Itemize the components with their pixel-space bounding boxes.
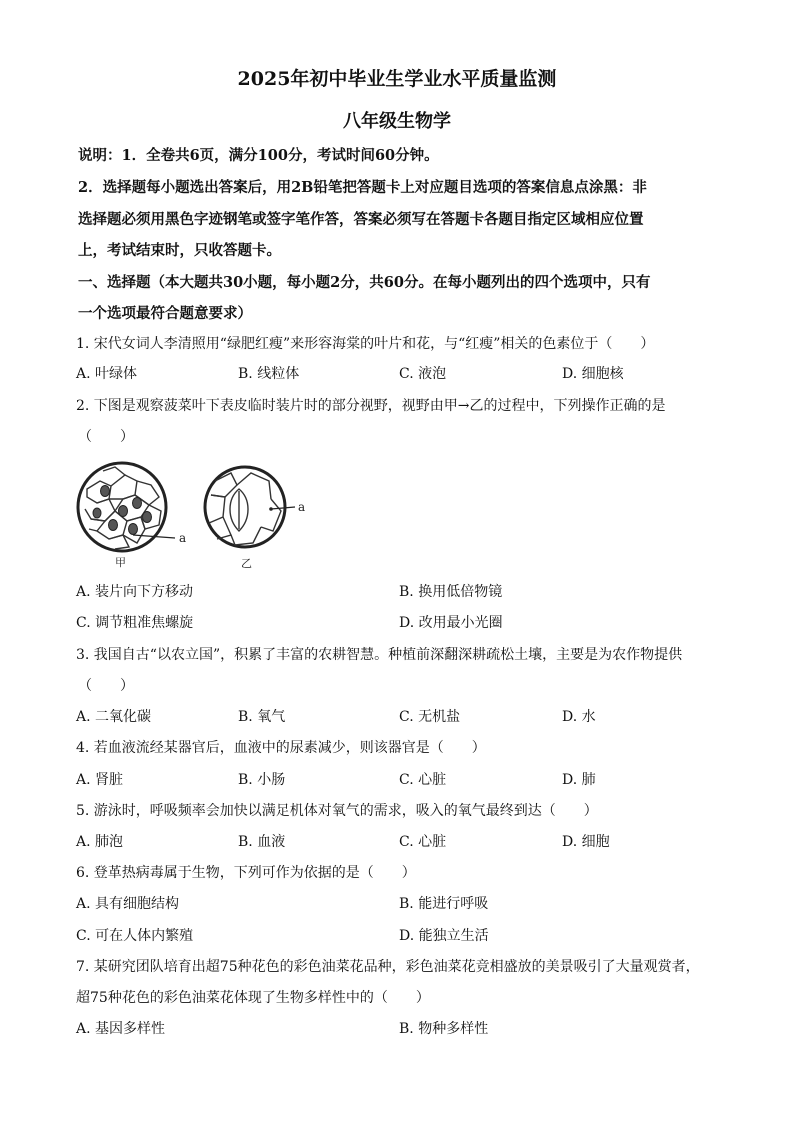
- question-4-option-b[interactable]: B. 小肠: [238, 772, 286, 788]
- question-2-option-a[interactable]: A. 装片向下方移动: [76, 584, 194, 600]
- question-3-stem-line-1: 3. 我国自古“以农立国”，积累了丰富的农耕智慧。种植前深翻深耕疏松土壤，主要是为农作物提供: [76, 647, 683, 663]
- question-7-stem-line-2: 超75种花色的彩色油菜花体现了生物多样性中的（ ）: [76, 990, 430, 1006]
- question-4-option-c[interactable]: C. 心脏: [399, 772, 447, 788]
- question-7-option-a[interactable]: A. 基因多样性: [76, 1021, 166, 1037]
- pointer-label-a-left: a: [179, 531, 187, 545]
- question-5-option-a[interactable]: A. 肺泡: [76, 834, 124, 850]
- question-2-stem-line-2: （ ）: [78, 429, 134, 445]
- question-1-stem: 1. 宋代女词人李清照用“绿肥红瘦”来形容海棠的叶片和花，与“红瘦”相关的色素位于（ ）: [76, 336, 655, 352]
- question-7-stem-line-1: 7. 某研究团队培育出超75种花色的彩色油菜花品种，彩色油菜花竞相盛放的美景吸引了大量观赏者，: [76, 959, 700, 975]
- instruction-line-3: 选择题必须用黑色字迹钢笔或签字笔作答，答案必须写在答题卡各题目指定区域相应位置: [78, 211, 644, 228]
- exam-subtitle: 八年级生物学: [343, 111, 451, 132]
- question-5-stem: 5. 游泳时，呼吸频率会加快以满足机体对氧气的需求，吸入的氧气最终到达（ ）: [76, 803, 598, 819]
- question-4-stem: 4. 若血液流经某器官后，血液中的尿素减少，则该器官是（ ）: [76, 740, 486, 756]
- question-2-option-d[interactable]: D. 改用最小光圈: [399, 615, 503, 631]
- view-jia: [78, 463, 175, 551]
- question-3-stem-line-2: （ ）: [78, 678, 134, 694]
- view-yi: [205, 467, 295, 547]
- question-3-option-a[interactable]: A. 二氧化碳: [76, 709, 152, 725]
- question-6-option-b[interactable]: B. 能进行呼吸: [399, 896, 489, 912]
- question-2-stem-line-1: 2. 下图是观察菠菜叶下表皮临时装片时的部分视野，视野由甲→乙的过程中，下列操作正确的是: [76, 398, 666, 414]
- instruction-line-1: 说明：1．全卷共6页，满分100分，考试时间60分钟。: [78, 147, 439, 164]
- question-5-option-b[interactable]: B. 血液: [238, 834, 286, 850]
- question-4-option-a[interactable]: A. 肾脏: [76, 772, 124, 788]
- figure-label-yi: 乙: [241, 557, 252, 570]
- question-6-option-a[interactable]: A. 具有细胞结构: [76, 896, 180, 912]
- question-3-option-d[interactable]: D. 水: [562, 709, 596, 725]
- question-1-option-a[interactable]: A. 叶绿体: [76, 366, 138, 382]
- question-1-option-d[interactable]: D. 细胞核: [562, 366, 624, 382]
- figure-label-jia: 甲: [115, 556, 126, 569]
- section-heading-line-1: 一、选择题（本大题共30小题，每小题2分，共60分。在每小题列出的四个选项中，只有: [78, 274, 651, 291]
- question-7-option-b[interactable]: B. 物种多样性: [399, 1021, 489, 1037]
- question-2-option-c[interactable]: C. 调节粗准焦螺旋: [76, 615, 194, 631]
- exam-title: 2025年初中毕业生学业水平质量监测: [237, 68, 557, 90]
- instruction-line-4: 上，考试结束时，只收答题卡。: [78, 242, 281, 259]
- question-6-stem: 6. 登革热病毒属于生物，下列可作为依据的是（ ）: [76, 865, 416, 881]
- question-1-option-c[interactable]: C. 液泡: [399, 366, 447, 382]
- question-6-option-c[interactable]: C. 可在人体内繁殖: [76, 928, 194, 944]
- question-5-option-c[interactable]: C. 心脏: [399, 834, 447, 850]
- question-5-option-d[interactable]: D. 细胞: [562, 834, 610, 850]
- section-heading-line-2: 一个选项最符合题意要求）: [78, 305, 252, 322]
- question-3-option-c[interactable]: C. 无机盐: [399, 709, 461, 725]
- question-4-option-d[interactable]: D. 肺: [562, 772, 596, 788]
- pointer-label-a-right: a: [298, 500, 306, 514]
- microscope-view-figure: [75, 459, 315, 575]
- question-3-option-b[interactable]: B. 氧气: [238, 709, 286, 725]
- question-2-option-b[interactable]: B. 换用低倍物镜: [399, 584, 503, 600]
- question-6-option-d[interactable]: D. 能独立生活: [399, 928, 489, 944]
- instruction-line-2: 2．选择题每小题选出答案后，用2B铅笔把答题卡上对应题目选项的答案信息点涂黑：非: [78, 179, 647, 196]
- question-1-option-b[interactable]: B. 线粒体: [238, 366, 300, 382]
